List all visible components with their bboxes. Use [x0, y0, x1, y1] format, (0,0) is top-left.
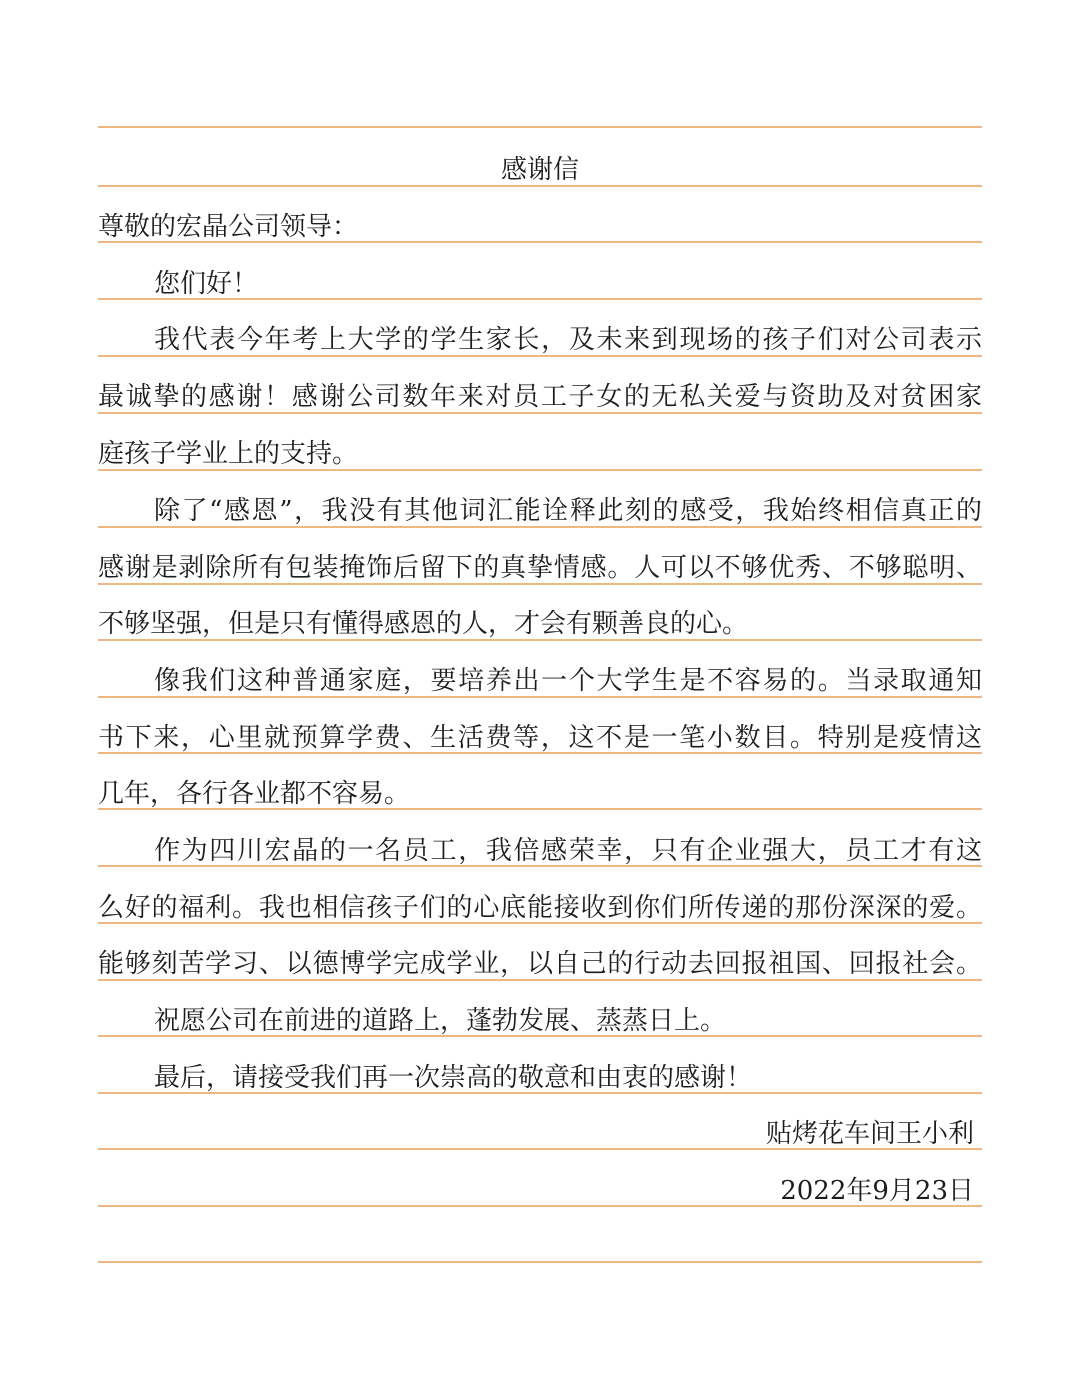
body-line: 作为四川宏晶的一名员工，我倍感荣幸，只有企业强大，员工才有这	[154, 836, 982, 866]
signature: 贴烤花车间王小利	[765, 1119, 974, 1149]
body-line: 书下来，心里就预算学费、生活费等，这不是一笔小数目。特别是疫情这	[98, 723, 982, 753]
letter-title: 感谢信	[500, 155, 579, 185]
body-line: 感谢是剥除所有包装掩饰后留下的真挚情感。人可以不够优秀、不够聪明、	[98, 553, 982, 583]
body-line: 像我们这种普通家庭，要培养出一个大学生是不容易的。当录取通知	[154, 666, 982, 696]
body-line: 几年，各行各业都不容易。	[98, 779, 411, 809]
ruled-line	[98, 1261, 982, 1263]
body-line: 祝愿公司在前进的道路上，蓬勃发展、蒸蒸日上。	[154, 1006, 727, 1036]
body-line: 不够坚强，但是只有懂得感恩的人，才会有颗善良的心。	[98, 609, 749, 639]
greeting: 您们好！	[154, 269, 259, 299]
body-line: 我代表今年考上大学的学生家长，及未来到现场的孩子们对公司表示	[154, 325, 982, 355]
ruled-line	[98, 126, 982, 128]
body-line: 么好的福利。我也相信孩子们的心底能接收到你们所传递的那份深深的爱。	[98, 893, 982, 923]
body-line: 能够刻苦学习、以德博学完成学业，以自己的行动去回报祖国、回报社会。	[98, 949, 982, 979]
body-line: 庭孩子学业上的支持。	[98, 439, 359, 469]
salutation: 尊敬的宏晶公司领导：	[98, 212, 359, 242]
body-line: 最诚挚的感谢！感谢公司数年来对员工子女的无私关爱与资助及对贫困家	[98, 382, 982, 412]
body-line: 最后，请接受我们再一次崇高的敬意和由衷的感谢！	[154, 1063, 753, 1093]
body-line: 除了“感恩”，我没有其他词汇能诠释此刻的感受，我始终相信真正的	[154, 496, 982, 526]
date: 2022年9月23日	[780, 1176, 974, 1206]
